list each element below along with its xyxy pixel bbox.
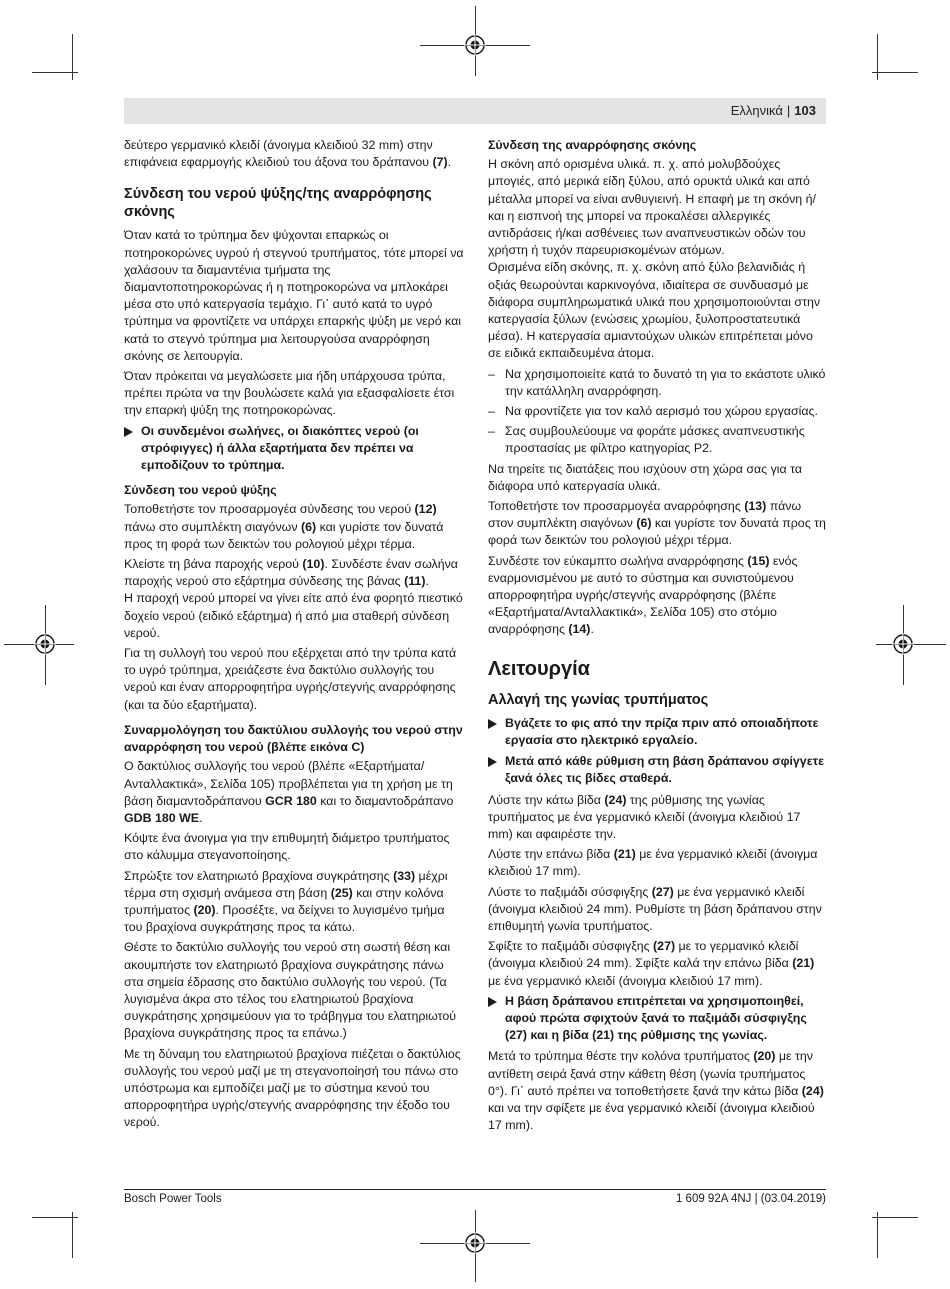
crop-mark — [872, 1217, 918, 1218]
paragraph: Θέστε το δακτύλιο συλλογής του νερού στη σωστή θέση και ακουμπήστε τον ελατηριωτό βραχίονα συγκράτησης πάνω στα σημεία έδρασης στο δακτύλιο συλλογής του νερού. (Τα λυγισμένα άκρα στο τέλος του ελατηριωτού βραχίονα συγκράτησης χρησιμεύουν για το τράβηγμα του ελατηριωτού βραχίονα συγκράτησης προς τα επάνω.) — [124, 940, 457, 1041]
paragraph: Τοποθετήστε τον προσαρμογέα αναρρόφησης (13) πάνω στον συμπλέκτη σιαγόνων (6) και γυρίστε τον δυνατά προς τη φορά των δεικτών του ρολογιού μέχρι τέρμα. — [488, 499, 826, 548]
reference-number: (13) — [744, 499, 767, 514]
page-header — [124, 98, 826, 124]
paragraph: Λύστε την κάτω βίδα (24) της ρύθμισης της γωνίας τρυπήματος με ένα γερμανικό κλειδί (άνοιγμα κλειδιού 17 mm) και αφαιρέστε την. — [488, 792, 801, 841]
paragraph: Μετά το τρύπημα θέστε την κολόνα τρυπήματος (20) με την αντίθετη σειρά ξανά στην κάθετη θέση (γωνία τρυπήματος 0°). Γι᾽ αυτό πρέπει να τοποθετήσετε ξανά την κάτω βίδα (24) και να την σφίξετε με ένα γερμανικό κλειδί (άνοιγμα κλειδιού 17 mm). — [488, 1049, 824, 1133]
section-heading: Σύνδεση του νερού ψύξης/της αναρρόφησης σκόνης — [124, 186, 432, 221]
reference-number: (27) — [653, 939, 676, 954]
reference-number: (24) — [604, 792, 627, 807]
subsection-heading: Σύνδεση της αναρρόφησης σκόνης — [488, 138, 697, 152]
reference-number: (25) — [330, 885, 353, 900]
dash-bullet: – — [488, 366, 495, 381]
reference-number: GDB 180 WE — [124, 810, 200, 825]
paragraph: Όταν κατά το τρύπημα δεν ψύχονται επαρκώς οι ποτηροκορώνες υγρού ή στεγνού τρυπήματος, τότε μπορεί να χαλάσουν τα διαμαντένια τμήματα της διαμαντοποτηροκορώνας ή η ποτηροκορώνα να μπλοκάρει μέσα στο υπό κατεργασία τεμάχιο. Γι᾽ αυτό κατά το υγρό τρύπημα να φροντίζετε να υπάρχει επαρκής ψύξη με νερό και κατά το στεγνό τρύπημα μια λειτουργούσα αναρρόφηση σκόνης σε λειτουργία. — [124, 228, 464, 363]
paragraph: Η παροχή νερού μπορεί να γίνει είτε από ένα φορητό πιεστικό δοχείο νερού (ειδικό εξάρτημα) ή από μια σταθερή σύνδεση νερού. — [124, 591, 463, 640]
footer-doc-number: 1 609 92A 4NJ | (03.04.2019) — [675, 1193, 826, 1205]
paragraph: Συνδέστε τον εύκαμπτο σωλήνα αναρρόφησης (15) ενός εναρμονισμένου με αυτό το σύστημα και συνιστούμενου απορροφητήρα υγρής/στεγνής αναρρόφησης (βλέπε «Εξαρτήματα/Ανταλλακτικά», Σελίδα 105) στο στόμιο αναρρόφησης (14). — [488, 553, 798, 637]
crop-mark — [877, 34, 878, 80]
header-separator: | — [786, 103, 791, 118]
reference-number: (7) — [432, 155, 448, 170]
list-item-text: Σας συμβουλεύουμε να φοράτε μάσκες αναπνευστικής προστασίας με φίλτρο κατηγορίας P2. — [505, 424, 805, 456]
reference-number: (27) — [651, 884, 674, 899]
list-item-text: Να φροντίζετε για τον καλό αερισμό του χώρου εργασίας. — [505, 404, 818, 419]
triangle-bullet-icon — [124, 427, 133, 437]
crop-mark — [32, 72, 78, 73]
crop-mark — [877, 1212, 878, 1258]
dash-list-item — [488, 366, 828, 400]
warning-text: Η βάση δράπανου επιτρέπεται να χρησιμοποιηθεί, αφού πρώτα σφιχτούν ξανά το παξιμάδι σύσφιγξης (27) και η βίδα (21) της ρύθμισης της γωνίας. — [505, 993, 807, 1043]
reference-number: (12) — [414, 502, 437, 517]
registration-mark-icon — [464, 1232, 486, 1254]
dash-list-item — [488, 423, 828, 457]
paragraph: Ορισμένα είδη σκόνης, π. χ. σκόνη από ξύλο βελανιδιάς ή οξιάς θεωρούνται καρκινογόνα, ιδιαίτερα σε συνδυασμό με διάφορα συμπληρωματικά υλικά που χρησιμοποιούνται στην κατεργασία ξύλων (ενώσεις χρωμίου, ξυλοπροστατευτικά μέσα). Η κατεργασία αμιαντούχων υλικών επιτρέπεται μόνο σε ειδικά εκπαιδευμένα άτομα. — [488, 260, 821, 361]
left-column — [124, 137, 464, 1135]
warning-text: Μετά από κάθε ρύθμιση στη βάση δράπανου σφίγγετε ξανά όλες τις βίδες σταθερά. — [505, 754, 824, 786]
crop-mark — [32, 1217, 78, 1218]
reference-number: (15) — [747, 553, 770, 568]
warning-item — [124, 423, 464, 475]
registration-mark-icon — [464, 34, 486, 56]
triangle-bullet-icon — [488, 719, 497, 729]
right-column — [488, 137, 828, 1137]
warning-item — [488, 753, 828, 787]
warning-item — [488, 715, 828, 749]
reference-number: (20) — [753, 1049, 776, 1064]
paragraph: Σφίξτε το παξιμάδι σύσφιγξης (27) με το γερμανικό κλειδί (άνοιγμα κλειδιού 24 mm). Σφίξτε καλά την επάνω βίδα (21) με ένα γερμανικό κλειδί (άνοιγμα κλειδιού 17 mm). — [488, 939, 815, 988]
reference-number: (10) — [302, 557, 325, 572]
reference-number: (6) — [300, 519, 317, 534]
paragraph: Λύστε το παξιμάδι σύσφιγξης (27) με ένα γερμανικό κλειδί (άνοιγμα κλειδιού 24 mm). Ρυθμίστε τη βάση δράπανου στην επιθυμητή γωνία τρυπήματος. — [488, 884, 822, 933]
paragraph: Τοποθετήστε τον προσαρμογέα σύνδεσης του νερού (12) πάνω στο συμπλέκτη σιαγόνων (6) και γυρίστε τον δυνατά προς τη φορά των δεικτών του ρολογιού μέχρι τέρμα. — [124, 502, 444, 551]
header-text — [731, 103, 816, 118]
reference-number: (11) — [404, 574, 426, 589]
reference-number: (20) — [193, 902, 216, 917]
triangle-bullet-icon — [488, 997, 497, 1007]
registration-mark-icon — [34, 633, 56, 655]
paragraph: Σπρώξτε τον ελατηριωτό βραχίονα συγκράτησης (33) μέχρι τέρμα στη σχισμή ανάμεσα στη βάση (25) και στην κολόνα τρυπήματος (20). Προσέξτε, να δείχνει το λυγισμένο τμήμα του βραχίονα συγκράτησης προς τα κάτω. — [124, 868, 448, 935]
dash-bullet: – — [488, 404, 495, 419]
paragraph: Κλείστε τη βάνα παροχής νερού (10). Συνδέστε έναν σωλήνα παροχής νερού στο εξάρτημα σύνδεσης της βάνας (11). — [124, 557, 458, 589]
warning-item — [488, 993, 828, 1045]
footer-brand: Bosch Power Tools — [124, 1193, 222, 1205]
crop-mark — [872, 72, 918, 73]
crop-mark — [72, 34, 73, 80]
dash-bullet: – — [488, 424, 495, 439]
list-item-text: Να χρησιμοποιείτε κατά το δυνατό τη για το εκάστοτε υλικό την κατάλληλη αναρρόφηση. — [505, 366, 826, 398]
warning-text: Βγάζετε το φις από την πρίζα πριν από οποιαδήποτε εργασία στο ηλεκτρικό εργαλείο. — [505, 715, 819, 747]
warning-text: Οι συνδεμένοι σωλήνες, οι διακόπτες νερού (οι στρόφιγγες) ή άλλα εξαρτήματα δεν πρέπει να εμποδίζουν το τρύπημα. — [141, 423, 419, 473]
paragraph: δεύτερο γερμανικό κλειδί (άνοιγμα κλειδιού 32 mm) στην επιφάνεια εφαρμογής κλειδιού του άξονα του δράπανου (7). — [124, 138, 452, 170]
section-heading: Αλλαγή της γωνίας τρυπήματος — [488, 691, 709, 708]
paragraph: Με τη δύναμη του ελατηριωτού βραχίονα πιέζεται ο δακτύλιος συλλογής του νερού μαζί με τη στεγανοποίησή του πάνω στο υπόστρωμα και εμποδίζει μαζί με το σύστημα κενού του απορροφητήρα υγρής/στεγνής αναρρόφησης την έξοδο του νερού. — [124, 1046, 461, 1130]
chapter-heading: Λειτουργία — [488, 657, 590, 680]
reference-number: (24) — [801, 1083, 824, 1098]
page-number: 103 — [794, 103, 816, 118]
reference-number: GCR 180 — [265, 793, 317, 808]
crop-mark — [72, 1212, 73, 1258]
subsection-heading: Σύνδεση του νερού ψύξης — [124, 483, 277, 498]
paragraph: Όταν πρόκειται να μεγαλώσετε μια ήδη υπάρχουσα τρύπα, πρέπει πρώτα να την βουλώσετε καλά για εξασφαλίσετε έτσι την επαρκή ψύξη της ποτηροκορώνας. — [124, 369, 455, 418]
reference-number: (21) — [613, 847, 636, 862]
subsection-heading: Συναρμολόγηση του δακτύλιου συλλογής του νερού στην αναρρόφηση του νερού (βλέπε εικόνα C) — [124, 722, 463, 755]
reference-number: (21) — [792, 956, 815, 971]
paragraph: Κόψτε ένα άνοιγμα για την επιθυμητή διάμετρο τρυπήματος στο κάλυμμα στεγανοποίησης. — [124, 831, 450, 863]
reference-number: (14) — [568, 622, 591, 637]
paragraph: Η σκόνη από ορισμένα υλικά. π. χ. από μολυβδούχες μπογιές, από μερικά είδη ξύλου, από ορυκτά υλικά και από μέταλλα μπορεί να είναι ανθυγιεινή. Η επαφή με τη σκόνη ή/και η εισπνοή της μπορεί να προκαλέσει αλλεργικές αντιδράσεις ή/και ασθένειες των αναπνευστικών οδών του χρήστη ή τυχόν παρευρισκομένων ατόμων. — [488, 157, 816, 258]
reference-number: (6) — [636, 516, 652, 531]
paragraph: Να τηρείτε τις διατάξεις που ισχύουν στη χώρα σας για τα διάφορα υπό κατεργασία υλικά. — [488, 461, 803, 493]
paragraph: Για τη συλλογή του νερού που εξέρχεται από την τρύπα κατά το υγρό τρύπημα, χρειάζεστε ένα δακτύλιο συλλογής του νερού και έναν απορροφητήρα υγρής/στεγνής αναρρόφησης (και τα δύο εξαρτήματα). — [124, 646, 457, 712]
paragraph: Ο δακτύλιος συλλογής του νερού (βλέπε «Εξαρτήματα/Ανταλλακτικά», Σελίδα 105) προβλέπεται για τη χρήση με τη βάση διαμαντοδράπανου GCR 180 και το διαμαντοδράπανο GDB 180 WE. — [124, 759, 454, 825]
dash-list-item — [488, 403, 828, 420]
header-language: Ελληνικά — [730, 103, 783, 118]
paragraph: Λύστε την επάνω βίδα (21) με ένα γερμανικό κλειδί (άνοιγμα κλειδιού 17 mm). — [488, 847, 818, 879]
registration-mark-icon — [892, 633, 914, 655]
reference-number: (33) — [393, 868, 416, 883]
triangle-bullet-icon — [488, 757, 497, 767]
footer-rule — [124, 1189, 826, 1190]
